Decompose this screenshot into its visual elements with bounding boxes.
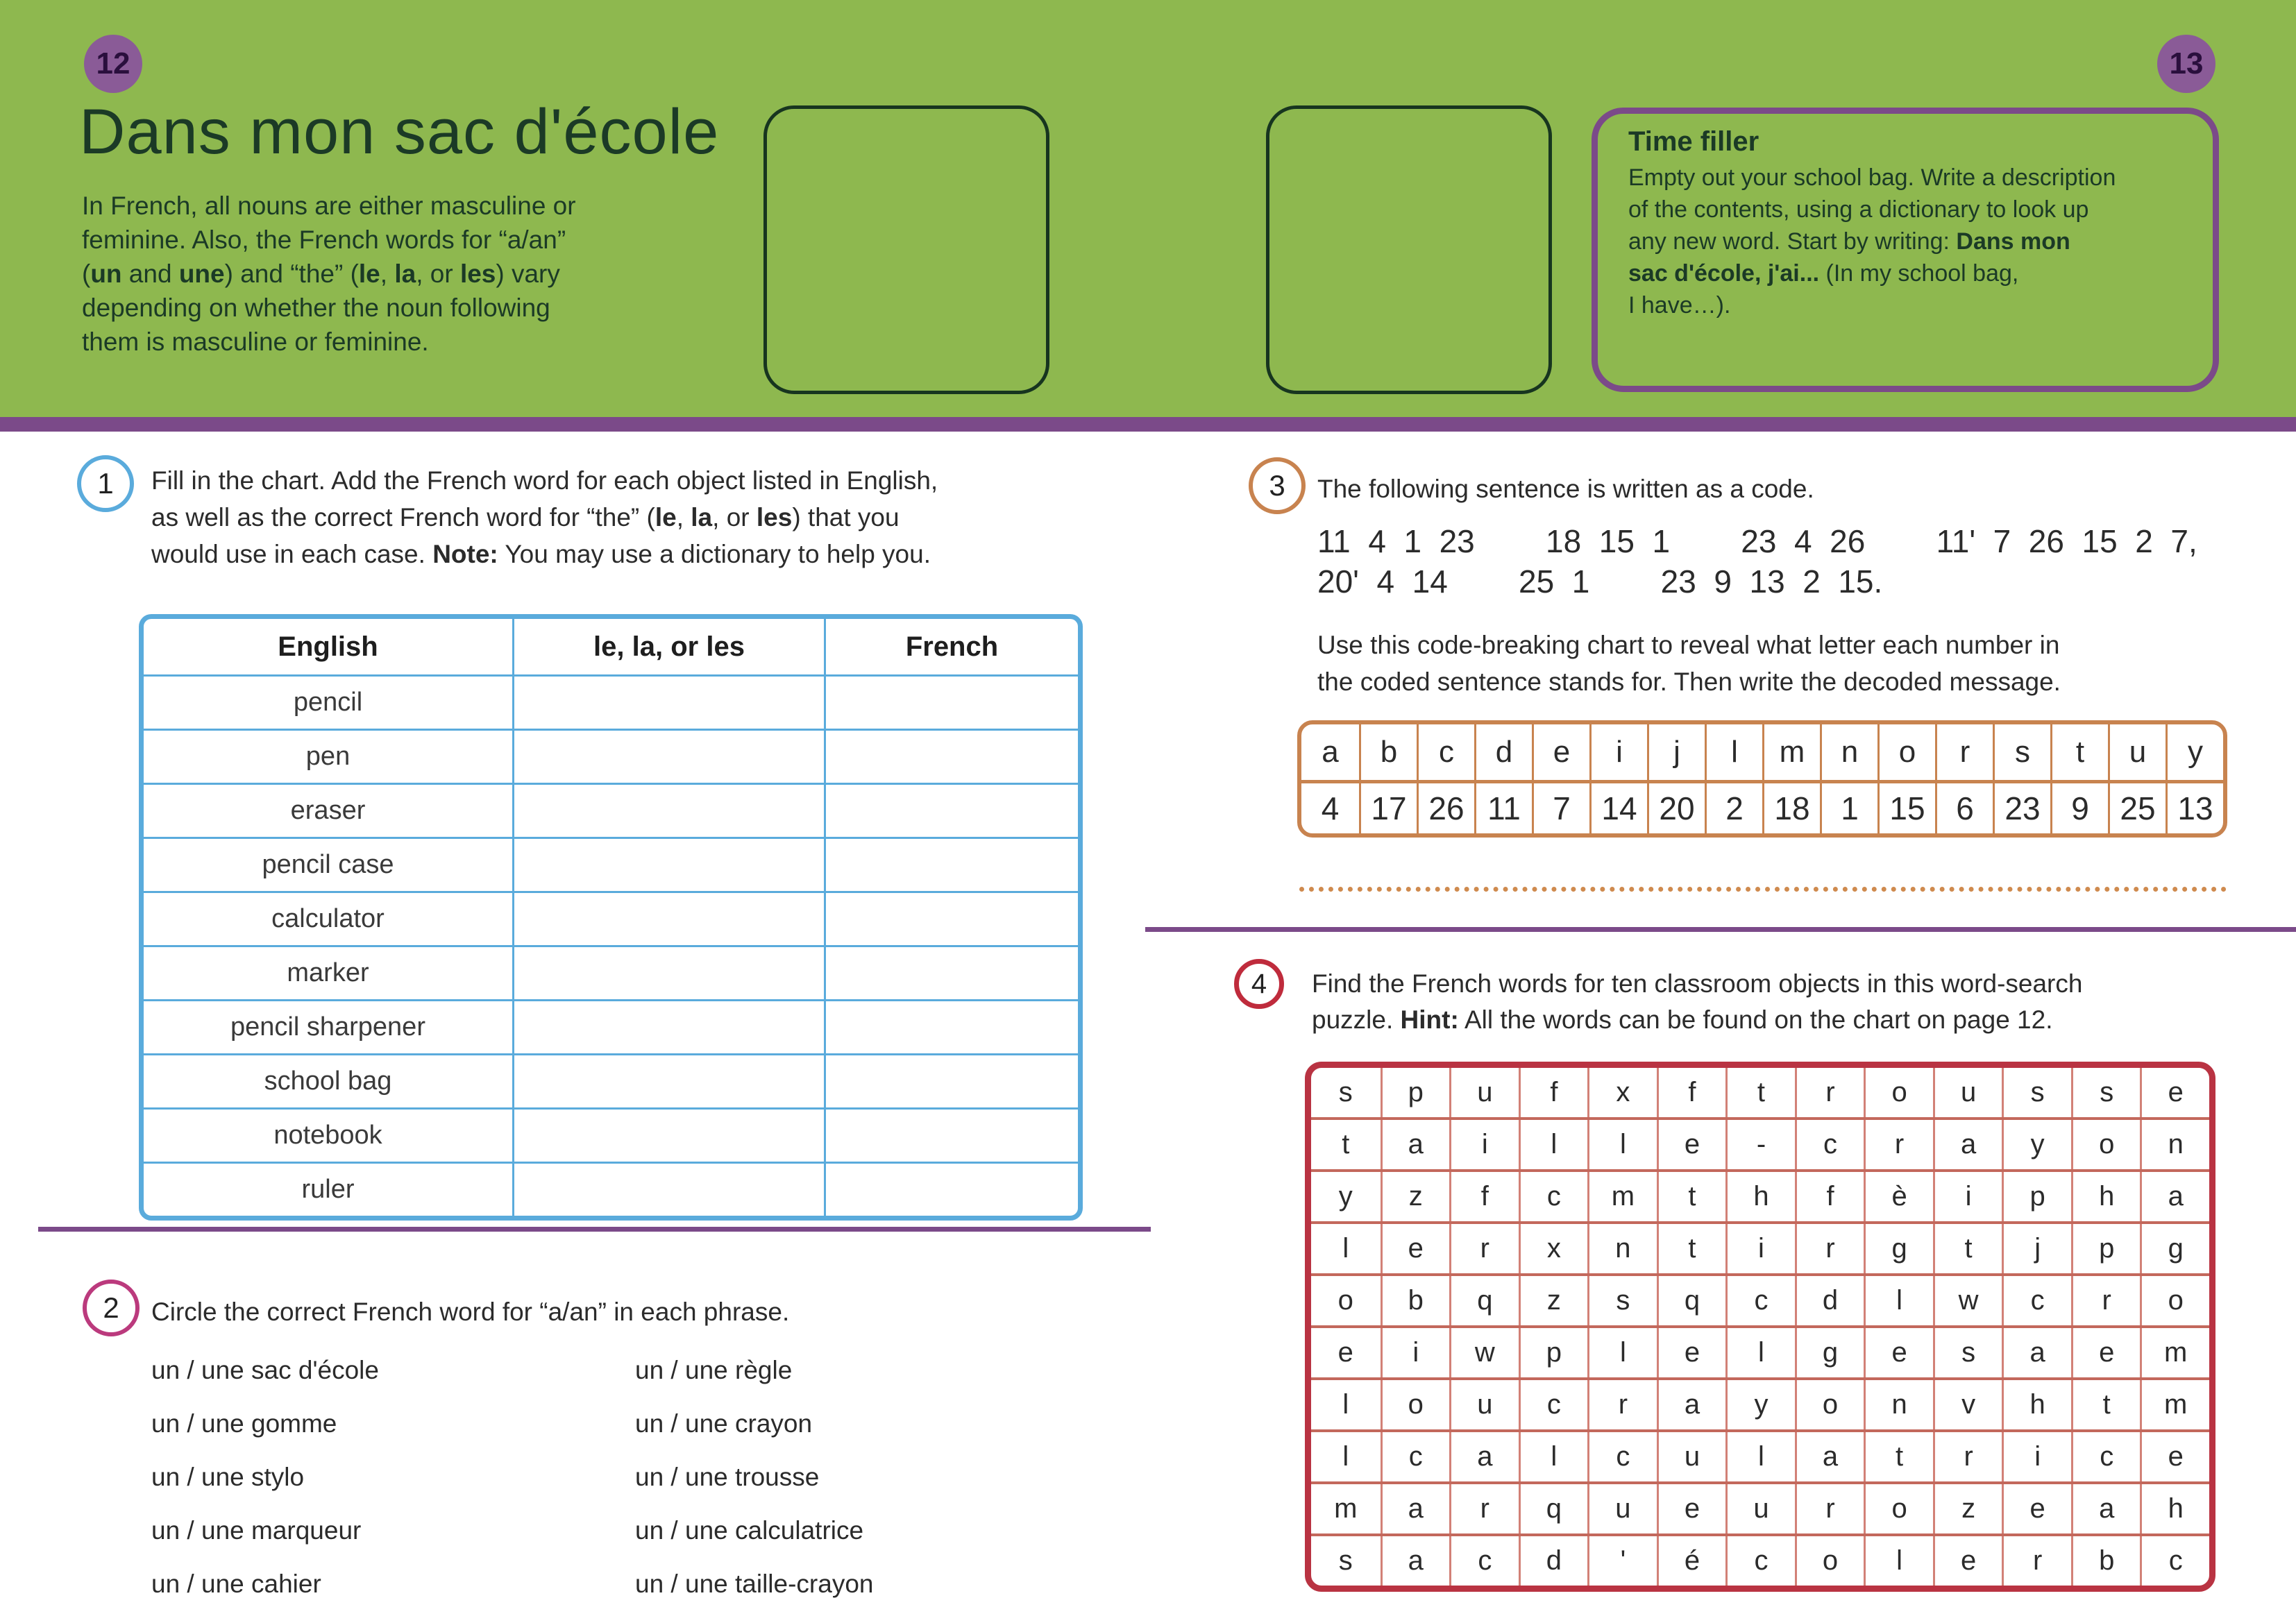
code-number-cell: 2 xyxy=(1705,783,1762,833)
word-search-cell: i xyxy=(2002,1432,2071,1481)
page-header xyxy=(0,0,2296,417)
word-search-cell: x xyxy=(1519,1224,1588,1273)
word-search-cell: i xyxy=(1381,1328,1450,1377)
code-number-cell: 26 xyxy=(1417,783,1474,833)
code-letter-cell: y xyxy=(2166,724,2223,780)
table-cell-english: marker xyxy=(287,958,369,987)
word-search-cell: p xyxy=(2071,1224,2141,1273)
fill-in-table xyxy=(139,614,1083,1221)
word-search-row xyxy=(1311,1481,2209,1533)
word-search-cell: e xyxy=(1657,1120,1726,1169)
code-letter-cell: j xyxy=(1647,724,1705,780)
phrase-list xyxy=(151,1357,873,1597)
word-search-cell: o xyxy=(1864,1484,1933,1533)
word-search-cell: c xyxy=(1519,1172,1588,1221)
word-search-cell: a xyxy=(2002,1328,2071,1377)
exercise2-badge: 2 xyxy=(83,1280,140,1336)
word-search-cell: d xyxy=(1795,1276,1864,1325)
table-cell-english: school bag xyxy=(264,1067,392,1096)
word-search-cell: i xyxy=(1933,1172,2002,1221)
code-letter-cell: u xyxy=(2108,724,2166,780)
intro-text: In French, all nouns are either masculine or feminine. Also, the French words for “a/an” (un and une) and “the” (le, la, or les) vary depending on whether the noun following them is masculine or feminine. xyxy=(82,192,576,356)
page-title: Dans mon sac d'école xyxy=(79,96,720,167)
word-search-cell: o xyxy=(1795,1536,1864,1586)
word-search-cell: r xyxy=(1795,1224,1864,1273)
word-search-row xyxy=(1311,1533,2209,1586)
phrase-item: un / une taille-crayon xyxy=(635,1570,874,1598)
exercise3-instruction: Use this code-breaking chart to reveal what letter each number in the coded sentence stands for. Then write the decoded message. xyxy=(1317,631,2061,696)
word-search-cell: b xyxy=(1381,1276,1450,1325)
table-cell-english: eraser xyxy=(290,796,366,825)
word-search-cell: l xyxy=(1587,1120,1657,1169)
code-letter-cell: e xyxy=(1532,724,1589,780)
word-search-cell: n xyxy=(1587,1224,1657,1273)
word-search-cell: e xyxy=(1657,1484,1726,1533)
exercise4-badge: 4 xyxy=(1234,959,1284,1009)
word-search-cell: t xyxy=(1342,1129,1350,1159)
table-cell-french xyxy=(824,785,1078,837)
word-search-cell: c xyxy=(1725,1276,1795,1325)
code-letter-cell: c xyxy=(1417,724,1474,780)
coded-sentence-line2: 20' 4 14 25 1 23 9 13 2 15. xyxy=(1317,563,1883,600)
word-search-cell: r xyxy=(2002,1536,2071,1586)
word-search-cell: g xyxy=(1864,1224,1933,1273)
table-row xyxy=(144,1107,1078,1162)
table-row xyxy=(144,1053,1078,1107)
table-cell-french xyxy=(824,1110,1078,1162)
word-search-cell: c xyxy=(2140,1536,2209,1586)
table-row xyxy=(144,891,1078,945)
word-search-cell: ' xyxy=(1587,1536,1657,1586)
table-cell-french xyxy=(824,947,1078,999)
word-search-cell: o xyxy=(1795,1380,1864,1429)
sticker-placeholder-2 xyxy=(1266,105,1552,394)
word-search-cell: u xyxy=(1587,1484,1657,1533)
word-search-row xyxy=(1311,1273,2209,1325)
word-search-row xyxy=(1311,1221,2209,1273)
word-search-cell: p xyxy=(1381,1068,1450,1117)
page-number-right: 13 xyxy=(2157,35,2215,93)
code-chart-number-row xyxy=(1301,780,2223,833)
word-search-cell: m xyxy=(2140,1328,2209,1377)
word-search-cell: q xyxy=(1519,1484,1588,1533)
word-search-cell: p xyxy=(2002,1172,2071,1221)
word-search-grid xyxy=(1305,1062,2215,1592)
word-search-cell: u xyxy=(1657,1432,1726,1481)
word-search-cell: o xyxy=(1864,1068,1933,1117)
word-search-cell: l xyxy=(1864,1276,1933,1325)
word-search-cell: a xyxy=(1381,1536,1450,1586)
word-search-cell: o xyxy=(1337,1285,1353,1316)
code-number-cell: 11 xyxy=(1474,783,1532,833)
word-search-cell: c xyxy=(2002,1276,2071,1325)
decoded-message-answer-line xyxy=(1299,887,2227,892)
word-search-cell: a xyxy=(1381,1484,1450,1533)
word-search-cell: l xyxy=(1342,1389,1349,1420)
word-search-cell: e xyxy=(2002,1484,2071,1533)
code-number-cell: 13 xyxy=(2166,783,2223,833)
right-page-divider xyxy=(1145,927,2296,932)
word-search-cell: y xyxy=(1338,1181,1353,1212)
exercise1-badge: 1 xyxy=(77,455,134,512)
word-search-cell: a xyxy=(1381,1120,1450,1169)
code-number-cell: 20 xyxy=(1647,783,1705,833)
table-cell-french xyxy=(824,839,1078,891)
phrase-column-left xyxy=(151,1357,635,1597)
table-row xyxy=(144,1162,1078,1216)
word-search-cell: q xyxy=(1449,1276,1519,1325)
word-search-cell: t xyxy=(1657,1172,1726,1221)
word-search-cell: a xyxy=(1795,1432,1864,1481)
word-search-cell: z xyxy=(1933,1484,2002,1533)
code-number-cell: 1 xyxy=(1820,783,1877,833)
word-search-cell: f xyxy=(1657,1068,1726,1117)
word-search-cell: t xyxy=(2071,1380,2141,1429)
word-search-cell: h xyxy=(1725,1172,1795,1221)
word-search-cell: r xyxy=(1864,1120,1933,1169)
word-search-row xyxy=(1311,1429,2209,1481)
phrase-item: un / une sac d'école xyxy=(151,1356,379,1384)
word-search-cell: o xyxy=(1381,1380,1450,1429)
word-search-cell: h xyxy=(2140,1484,2209,1533)
code-number-cell: 15 xyxy=(1877,783,1935,833)
word-search-cell: w xyxy=(1933,1276,2002,1325)
word-search-cell: l xyxy=(1725,1432,1795,1481)
word-search-cell: z xyxy=(1381,1172,1450,1221)
word-search-cell: r xyxy=(1449,1224,1519,1273)
word-search-cell: t xyxy=(1864,1432,1933,1481)
table-cell-english: calculator xyxy=(271,904,385,933)
word-search-cell: q xyxy=(1657,1276,1726,1325)
code-number-cell: 6 xyxy=(1935,783,1993,833)
word-search-cell: a xyxy=(1657,1380,1726,1429)
code-breaking-chart xyxy=(1297,720,2227,838)
word-search-cell: s xyxy=(2002,1068,2071,1117)
word-search-cell: a xyxy=(1933,1120,2002,1169)
word-search-row xyxy=(1311,1068,2209,1117)
time-filler-body: Empty out your school bag. Write a description of the contents, using a dictionary to look up any new word. Start by writing: Dans mon sac d'école, j'ai... (In my school bag, I have…). xyxy=(1628,164,2116,318)
word-search-cell: e xyxy=(1933,1536,2002,1586)
word-search-cell: o xyxy=(2071,1120,2141,1169)
word-search-cell: u xyxy=(1725,1484,1795,1533)
time-filler-title: Time filler xyxy=(1628,126,1759,157)
code-chart-letter-row xyxy=(1301,724,2223,780)
word-search-cell: è xyxy=(1864,1172,1933,1221)
code-letter-cell: r xyxy=(1935,724,1993,780)
time-filler-box xyxy=(1592,108,2219,392)
code-letter-cell: t xyxy=(2050,724,2108,780)
word-search-row xyxy=(1311,1377,2209,1429)
word-search-cell: r xyxy=(1449,1484,1519,1533)
code-number-cell: 7 xyxy=(1532,783,1589,833)
word-search-cell: v xyxy=(1933,1380,2002,1429)
table-cell-french xyxy=(824,677,1078,729)
word-search-cell: l xyxy=(1519,1120,1588,1169)
code-letter-cell: d xyxy=(1474,724,1532,780)
code-letter-cell: a xyxy=(1322,735,1339,769)
word-search-cell: t xyxy=(1725,1068,1795,1117)
table-cell-english: pencil sharpener xyxy=(230,1012,425,1042)
page-number-left: 12 xyxy=(84,35,142,93)
table-cell-article xyxy=(512,731,824,783)
word-search-cell: f xyxy=(1519,1068,1588,1117)
word-search-cell: w xyxy=(1449,1328,1519,1377)
table-header-cell: le, la, or les xyxy=(512,619,824,674)
code-letter-cell: m xyxy=(1762,724,1820,780)
coded-sentence-line1: 11 4 1 23 18 15 1 23 4 26 11' 7 26 15 2 7, xyxy=(1317,523,2197,559)
left-page-divider xyxy=(38,1227,1151,1232)
phrase-item: un / une calculatrice xyxy=(635,1516,864,1545)
sticker-placeholder-1 xyxy=(763,105,1049,394)
word-search-cell: r xyxy=(1587,1380,1657,1429)
code-number-cell: 23 xyxy=(1993,783,2050,833)
table-cell-french xyxy=(824,731,1078,783)
table-cell-article xyxy=(512,947,824,999)
word-search-cell: c xyxy=(1449,1536,1519,1586)
word-search-cell: s xyxy=(2071,1068,2141,1117)
word-search-cell: e xyxy=(2140,1068,2209,1117)
word-search-cell: n xyxy=(2140,1120,2209,1169)
word-search-cell: e xyxy=(2071,1328,2141,1377)
table-cell-article xyxy=(512,1164,824,1216)
table-row xyxy=(144,674,1078,729)
word-search-row xyxy=(1311,1117,2209,1169)
table-row xyxy=(144,783,1078,837)
phrase-item: un / une trousse xyxy=(635,1463,820,1491)
word-search-cell: c xyxy=(1725,1536,1795,1586)
word-search-cell: c xyxy=(1795,1120,1864,1169)
word-search-cell: r xyxy=(1795,1484,1864,1533)
code-number-cell: 14 xyxy=(1589,783,1647,833)
word-search-cell: a xyxy=(2140,1172,2209,1221)
word-search-cell: z xyxy=(1519,1276,1588,1325)
word-search-cell: r xyxy=(1795,1068,1864,1117)
table-header-cell: French xyxy=(824,619,1078,674)
exercise3-badge: 3 xyxy=(1249,457,1306,514)
word-search-cell: u xyxy=(1933,1068,2002,1117)
word-search-cell: s xyxy=(1338,1545,1353,1576)
word-search-row xyxy=(1311,1325,2209,1377)
exercise4-prompt: Find the French words for ten classroom objects in this word-search puzzle. Hint: All the words can be found on the chart on page 12. xyxy=(1312,969,2083,1034)
word-search-cell: e xyxy=(1337,1337,1353,1368)
word-search-cell: l xyxy=(1342,1233,1349,1264)
code-letter-cell: n xyxy=(1820,724,1877,780)
phrase-item: un / une gomme xyxy=(151,1409,337,1438)
header-divider xyxy=(0,417,2296,432)
word-search-cell: m xyxy=(1334,1493,1358,1524)
word-search-cell: e xyxy=(1864,1328,1933,1377)
word-search-cell: c xyxy=(1519,1380,1588,1429)
word-search-cell: a xyxy=(1449,1432,1519,1481)
word-search-cell: i xyxy=(1725,1224,1795,1273)
word-search-cell: t xyxy=(1933,1224,2002,1273)
word-search-cell: r xyxy=(2071,1276,2141,1325)
word-search-cell: f xyxy=(1449,1172,1519,1221)
word-search-cell: h xyxy=(2071,1172,2141,1221)
table-cell-french xyxy=(824,1055,1078,1107)
phrase-item: un / une stylo xyxy=(151,1463,305,1491)
phrase-item: un / une règle xyxy=(635,1356,793,1384)
table-cell-english: pencil case xyxy=(262,850,394,879)
word-search-cell: j xyxy=(2002,1224,2071,1273)
table-cell-french xyxy=(824,893,1078,945)
table-row xyxy=(144,837,1078,891)
word-search-cell: s xyxy=(1933,1328,2002,1377)
table-cell-article xyxy=(512,1001,824,1053)
word-search-cell: h xyxy=(2002,1380,2071,1429)
code-number-cell: 17 xyxy=(1359,783,1417,833)
exercise3-prompt: The following sentence is written as a code. xyxy=(1317,475,1814,503)
word-search-cell: l xyxy=(1864,1536,1933,1586)
table-cell-french xyxy=(824,1001,1078,1053)
word-search-cell: a xyxy=(2071,1484,2141,1533)
word-search-cell: u xyxy=(1449,1068,1519,1117)
word-search-cell: n xyxy=(1864,1380,1933,1429)
table-cell-french xyxy=(824,1164,1078,1216)
word-search-cell: l xyxy=(1587,1328,1657,1377)
code-letter-cell: s xyxy=(1993,724,2050,780)
word-search-cell: e xyxy=(2140,1432,2209,1481)
word-search-cell: é xyxy=(1657,1536,1726,1586)
code-letter-cell: o xyxy=(1877,724,1935,780)
word-search-cell: d xyxy=(1519,1536,1588,1586)
word-search-cell: c xyxy=(1381,1432,1450,1481)
table-cell-article xyxy=(512,839,824,891)
word-search-cell: t xyxy=(1657,1224,1726,1273)
word-search-cell: e xyxy=(1381,1224,1450,1273)
phrase-item: un / une marqueur xyxy=(151,1516,362,1545)
code-letter-cell: i xyxy=(1589,724,1647,780)
word-search-cell: m xyxy=(1587,1172,1657,1221)
word-search-cell: s xyxy=(1587,1276,1657,1325)
word-search-cell: u xyxy=(1449,1380,1519,1429)
table-header-cell: English xyxy=(278,631,378,662)
word-search-cell: b xyxy=(2071,1536,2141,1586)
phrase-item: un / une cahier xyxy=(151,1570,321,1598)
table-row xyxy=(144,729,1078,783)
word-search-cell: l xyxy=(1342,1441,1349,1472)
code-letter-cell: l xyxy=(1705,724,1762,780)
table-cell-article xyxy=(512,1110,824,1162)
table-cell-english: notebook xyxy=(273,1121,382,1150)
code-letter-cell: b xyxy=(1359,724,1417,780)
word-search-cell: p xyxy=(1519,1328,1588,1377)
table-row xyxy=(144,999,1078,1053)
word-search-cell: l xyxy=(1725,1328,1795,1377)
word-search-cell: x xyxy=(1587,1068,1657,1117)
table-cell-english: ruler xyxy=(301,1175,355,1204)
word-search-cell: c xyxy=(2071,1432,2141,1481)
code-number-cell: 4 xyxy=(1321,790,1340,826)
word-search-cell: o xyxy=(2140,1276,2209,1325)
word-search-cell: g xyxy=(1795,1328,1864,1377)
code-number-cell: 9 xyxy=(2050,783,2108,833)
table-cell-article xyxy=(512,1055,824,1107)
word-search-cell: r xyxy=(1933,1432,2002,1481)
phrase-column-right xyxy=(635,1357,873,1597)
table-cell-article xyxy=(512,677,824,729)
word-search-cell: y xyxy=(1725,1380,1795,1429)
word-search-cell: s xyxy=(1338,1077,1353,1107)
table-cell-english: pen xyxy=(305,742,351,771)
table-row xyxy=(144,945,1078,999)
word-search-cell: c xyxy=(1587,1432,1657,1481)
word-search-cell: i xyxy=(1449,1120,1519,1169)
table-header-row xyxy=(144,619,1078,674)
word-search-cell: y xyxy=(2002,1120,2071,1169)
word-search-cell: g xyxy=(2140,1224,2209,1273)
table-cell-article xyxy=(512,785,824,837)
word-search-cell: l xyxy=(1519,1432,1588,1481)
table-cell-english: pencil xyxy=(293,688,363,717)
code-number-cell: 18 xyxy=(1762,783,1820,833)
code-number-cell: 25 xyxy=(2108,783,2166,833)
word-search-row xyxy=(1311,1169,2209,1221)
word-search-cell: - xyxy=(1725,1120,1795,1169)
phrase-item: un / une crayon xyxy=(635,1409,813,1438)
word-search-cell: f xyxy=(1795,1172,1864,1221)
table-cell-article xyxy=(512,893,824,945)
exercise2-prompt: Circle the correct French word for “a/an” in each phrase. xyxy=(151,1298,790,1326)
word-search-cell: e xyxy=(1657,1328,1726,1377)
word-search-cell: m xyxy=(2140,1380,2209,1429)
exercise1-prompt: Fill in the chart. Add the French word for each object listed in English, as well as the correct French word for “the” (le, la, or les) that you would use in each case. Note: You may use a dictionary to help you. xyxy=(151,466,938,568)
